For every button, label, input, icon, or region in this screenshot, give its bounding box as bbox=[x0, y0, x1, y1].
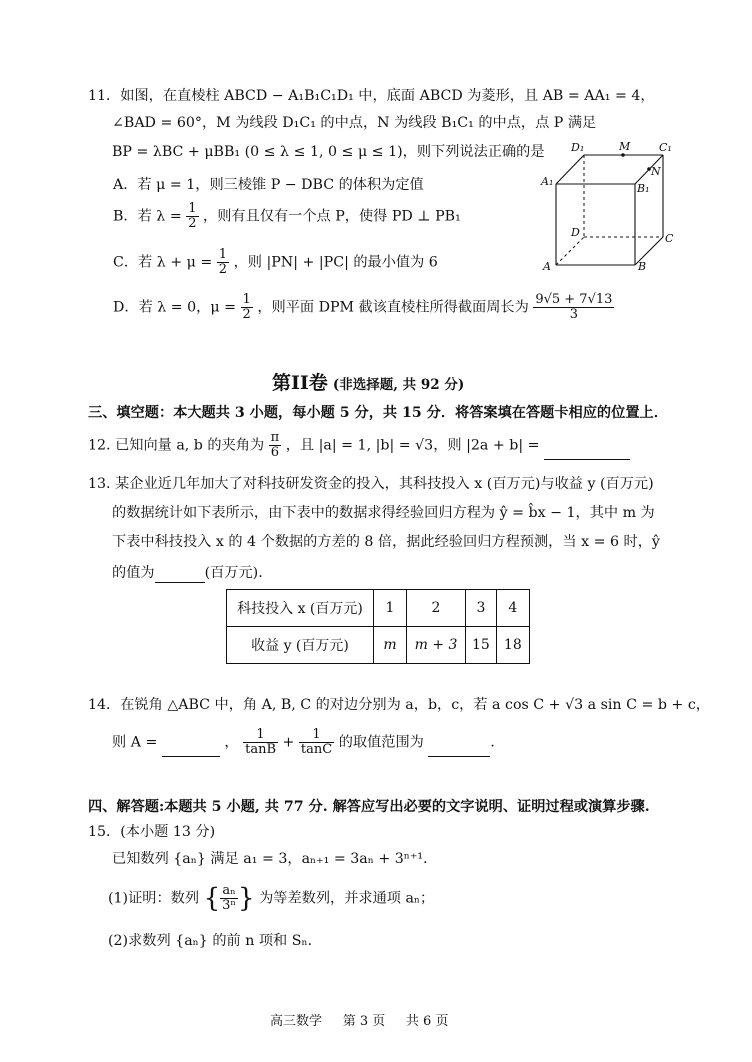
footer-page-number: 第 3 页 bbox=[342, 1014, 386, 1029]
q11-option-b-fraction: $\frac{1}{2}$ bbox=[188, 201, 197, 231]
q11-number: 11． bbox=[88, 88, 121, 104]
table-cell: 15 bbox=[466, 627, 497, 664]
label-a1: A₁ bbox=[541, 175, 554, 188]
q12-fraction: $\frac{\pi}{6}$ bbox=[270, 430, 280, 460]
table-cell: m bbox=[374, 627, 407, 664]
label-d1: D₁ bbox=[571, 141, 585, 154]
q11-option-a: A．若 μ = 1，则三棱锥 P − DBC 的体积为定值 bbox=[113, 177, 424, 193]
label-c1: C₁ bbox=[659, 141, 672, 154]
q15-part1-fraction: $\frac{\text{aₙ}}{\text{3ⁿ}}$ bbox=[222, 883, 237, 913]
q14-answer-blank-1 bbox=[162, 742, 220, 757]
table-cell: 18 bbox=[496, 627, 529, 664]
q15-stem: 已知数列 {aₙ} 满足 a₁ = 3，aₙ₊₁ = 3aₙ + 3ⁿ⁺¹． bbox=[112, 851, 438, 867]
part2-subtitle: (非选择题, 共 92 分) bbox=[332, 377, 465, 393]
edge-a-d-hidden bbox=[556, 237, 584, 265]
q11-stem-3: BP = λBC + μBB₁ (0 ≤ λ ≤ 1, 0 ≤ μ ≤ 1)，则下列说法正确的是 bbox=[112, 144, 545, 160]
q14-line2: 则 A = ， $\frac{1}{\tan B}$ + $\frac{1}{\tan C}$ 的取值范围为 ． bbox=[112, 727, 505, 757]
q11-stem-1: 如图，在直棱柱 ABCD − A₁B₁C₁D₁ 中，底面 ABCD 为菱形，且 AB = AA₁ = 4， bbox=[120, 88, 655, 104]
table-cell: 科技投入 x (百万元) bbox=[227, 590, 374, 627]
point-m bbox=[621, 153, 625, 157]
q14-answer-blank-2 bbox=[428, 742, 490, 757]
q14-fraction-1: $\frac{1}{\tan B}$ bbox=[245, 727, 276, 757]
q11-stem-2: ∠BAD = 60°，M 为线段 D₁C₁ 的中点，N 为线段 B₁C₁ 的中点，点 P 满足 bbox=[112, 115, 597, 131]
part2-heading bbox=[272, 368, 464, 395]
table-cell: 收益 y (百万元) bbox=[227, 627, 374, 664]
q14-fraction-2: $\frac{1}{\tan C}$ bbox=[300, 727, 333, 757]
label-n: N bbox=[651, 165, 661, 178]
q15-header: 15．(本小题 13 分) bbox=[88, 824, 216, 840]
label-d: D bbox=[571, 226, 580, 239]
section3-heading: 三、填空题：本大题共 3 小题，每小题 5 分，共 15 分．将答案填在答题卡相应的位置上． bbox=[88, 405, 668, 421]
label-a: A bbox=[543, 260, 551, 273]
prism-figure bbox=[540, 138, 680, 278]
table-row bbox=[227, 627, 530, 664]
table-cell: 2 bbox=[407, 590, 466, 627]
q15-part1: (1)证明：数列 { $\frac{\text{aₙ}}{\text{3ⁿ}}$ } 为等差数列，并求通项 aₙ； bbox=[108, 883, 435, 914]
footer-page-total: 共 6 页 bbox=[405, 1014, 449, 1029]
label-b: B bbox=[638, 260, 647, 273]
table-cell: 4 bbox=[496, 590, 529, 627]
label-m: M bbox=[619, 140, 631, 153]
label-b1: B₁ bbox=[637, 182, 650, 195]
q13-answer-blank bbox=[155, 568, 205, 583]
q15-part2: (2)求数列 {aₙ} 的前 n 项和 Sₙ． bbox=[108, 933, 322, 949]
q11-line1 bbox=[88, 86, 655, 106]
table-row bbox=[227, 590, 530, 627]
q11-option-d: D．若 λ = 0，μ = $\frac{1}{2}$ ，则平面 DPM 截该直棱柱所得截面周长为 $\frac{9√5 + 7√13}{3}$ bbox=[113, 292, 613, 322]
q11-option-d-answer: $\frac{9√5 + 7√13}{3}$ bbox=[535, 292, 613, 322]
table-cell: m + 3 bbox=[407, 627, 466, 664]
q11-option-c: C．若 λ + μ = $\frac{1}{2}$ ，则 |PN| + |PC| 的最小值为 6 bbox=[113, 247, 438, 277]
q13-line1: 13. 某企业近几年加大了对科技研发资金的投入，其科技投入 x (百万元)与收益 y (百万元) bbox=[88, 476, 654, 492]
table-cell: 3 bbox=[466, 590, 497, 627]
q13-line4: 的值为 (百万元)． bbox=[112, 565, 273, 581]
q11-option-b: B．若 λ = $\frac{1}{2}$ ，则有且仅有一个点 P，使得 PD ⊥ PB₁ bbox=[113, 201, 461, 231]
part2-title: 第II卷 bbox=[272, 372, 328, 394]
footer-subject: 高三数学 bbox=[270, 1014, 323, 1029]
q13-data-table bbox=[226, 589, 530, 664]
edge-a1-d1 bbox=[556, 155, 584, 184]
q14-line1: 14．在锐角 △ABC 中，角 A, B, C 的对边分别为 a，b，c，若 a cos C + √3 a sin C = b + c， bbox=[88, 697, 710, 713]
label-c: C bbox=[665, 232, 674, 245]
q13-line2: 的数据统计如下表所示，由下表中的数据求得经验回归方程为 ŷ = b̂x − 1，其中 m 为 bbox=[112, 505, 655, 521]
q11-option-c-fraction: $\frac{1}{2}$ bbox=[218, 247, 228, 277]
section4-heading: 四、解答题:本题共 5 小题, 共 77 分. 解答应写出必要的文字说明、证明过程或演算步骤. bbox=[88, 799, 650, 815]
page-footer bbox=[270, 1010, 448, 1029]
q13-line3: 下表中科技投入 x 的 4 个数据的方差的 8 倍，据此经验回归方程预测，当 x = 6 时，ŷ bbox=[112, 534, 660, 550]
q11-option-d-fraction: $\frac{1}{2}$ bbox=[242, 292, 251, 322]
q12-answer-blank bbox=[544, 445, 630, 460]
table-cell: 1 bbox=[374, 590, 407, 627]
q12: 12. 已知向量 a, b 的夹角为 $\frac{\pi}{6}$ ，且 |a| = 1, |b| = √3，则 |2a + b| = bbox=[88, 431, 630, 460]
